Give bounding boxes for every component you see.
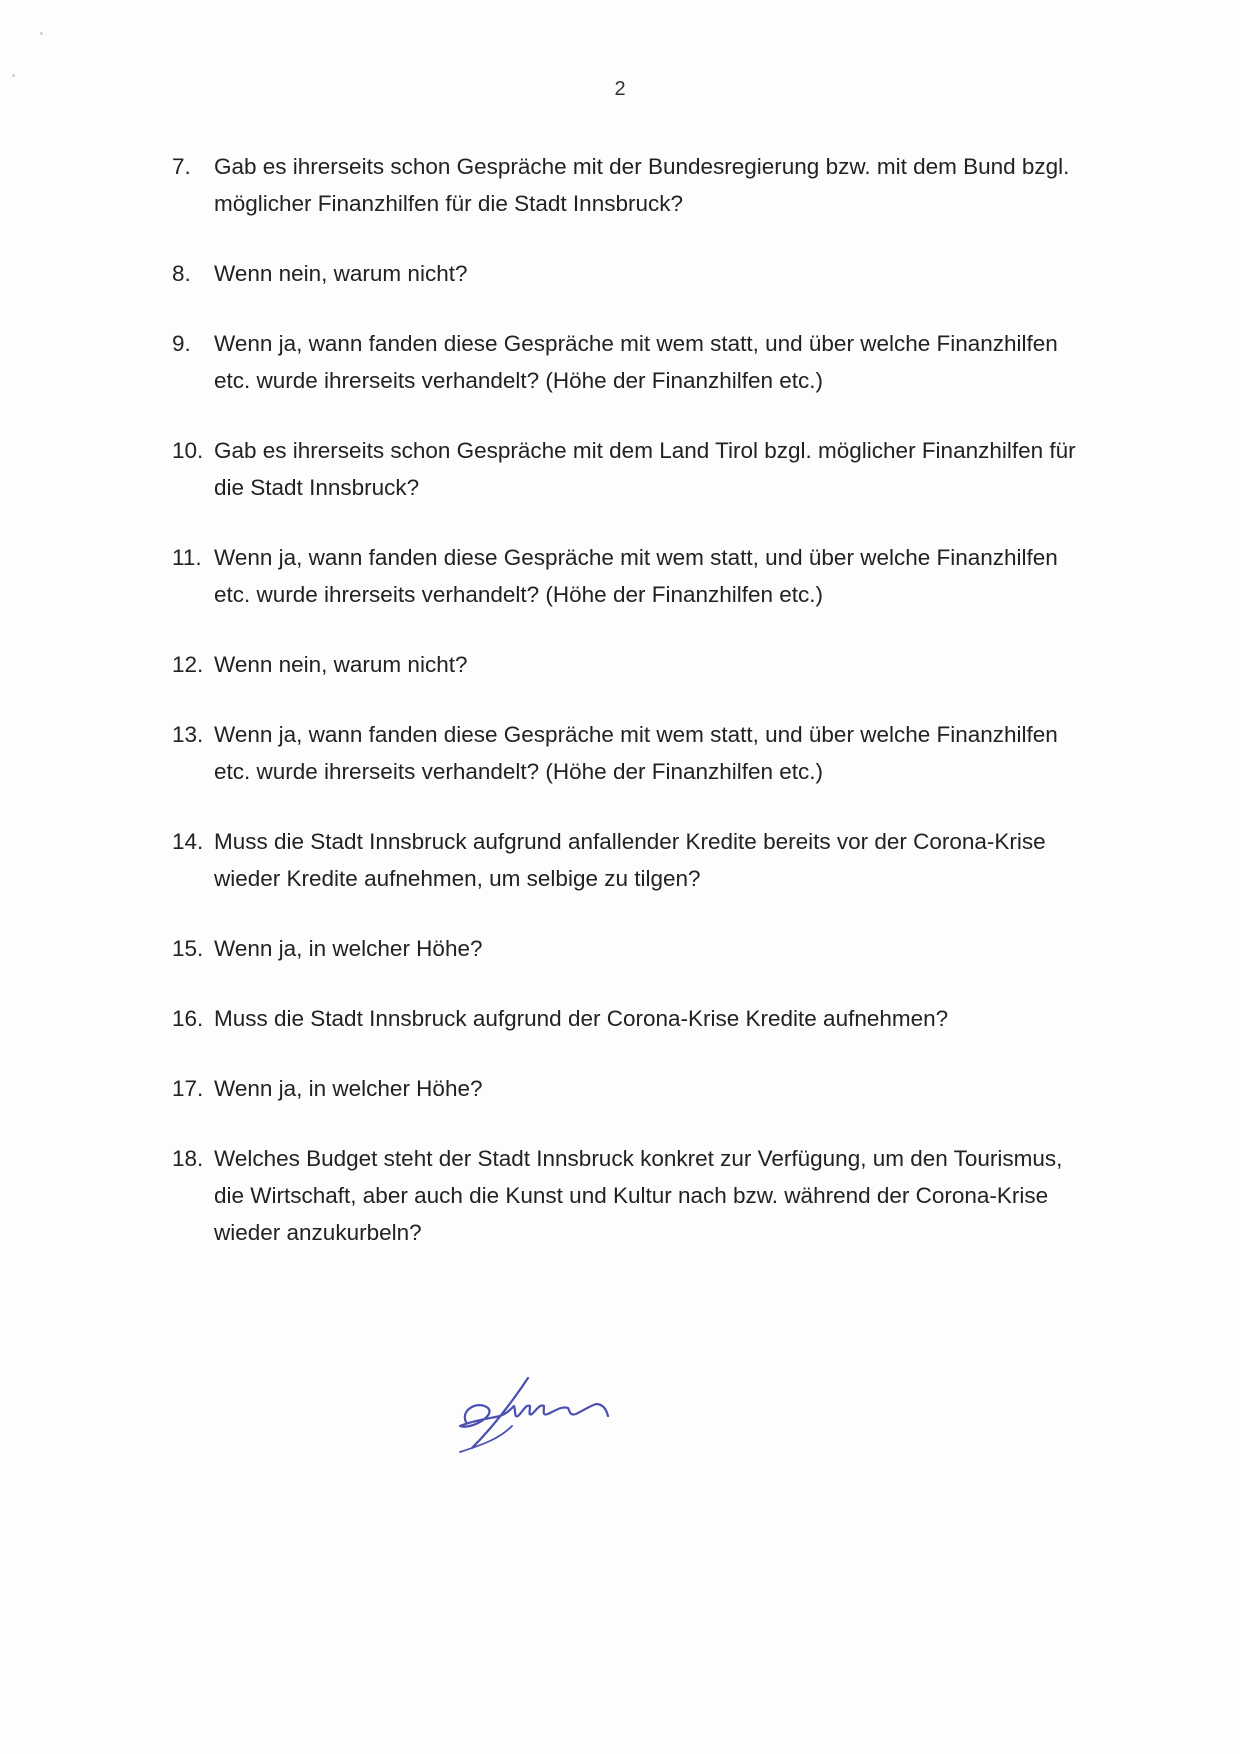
question-number: 14. (172, 829, 204, 854)
scan-speck (12, 74, 15, 77)
question-item (172, 148, 1092, 222)
question-item (172, 823, 1092, 897)
handwritten-signature (430, 1360, 650, 1470)
question-item (172, 255, 1092, 292)
question-text: Wenn ja, in welcher Höhe? (214, 1076, 483, 1101)
question-text: Welches Budget steht der Stadt Innsbruck konkret zur Verfügung, um den Tourismus, die Wirtschaft, aber auch die Kunst und Kultur nach bzw. während der Corona-Krise wieder anzukurbeln? (214, 1146, 1063, 1245)
question-number: 7. (172, 154, 191, 179)
question-text: Gab es ihrerseits schon Gespräche mit dem Land Tirol bzgl. möglicher Finanzhilfen für die Stadt Innsbruck? (214, 438, 1076, 500)
question-text: Wenn nein, warum nicht? (214, 652, 468, 677)
question-text: Gab es ihrerseits schon Gespräche mit der Bundesregierung bzw. mit dem Bund bzgl. möglicher Finanzhilfen für die Stadt Innsbruck? (214, 154, 1070, 216)
question-item (172, 646, 1092, 683)
question-item (172, 325, 1092, 399)
question-number: 11. (172, 545, 202, 570)
page-number: 2 (614, 78, 626, 100)
question-item (172, 539, 1092, 613)
question-item (172, 1140, 1092, 1251)
question-text: Wenn ja, wann fanden diese Gespräche mit wem statt, und über welche Finanzhilfen etc. wurde ihrerseits verhandelt? (Höhe der Finanzhilfen etc.) (214, 545, 1058, 607)
question-item (172, 716, 1092, 790)
question-item (172, 1070, 1092, 1107)
question-number: 18. (172, 1146, 204, 1171)
question-item (172, 930, 1092, 967)
question-item (172, 432, 1092, 506)
question-text: Muss die Stadt Innsbruck aufgrund anfallender Kredite bereits vor der Corona-Krise wieder Kredite aufnehmen, um selbige zu tilgen? (214, 829, 1046, 891)
question-number: 10. (172, 438, 204, 463)
question-number: 17. (172, 1076, 204, 1101)
question-number: 16. (172, 1006, 204, 1031)
question-text: Wenn nein, warum nicht? (214, 261, 468, 286)
question-number: 12. (172, 652, 204, 677)
question-list (172, 148, 1092, 1251)
question-number: 15. (172, 936, 204, 961)
question-number: 9. (172, 331, 191, 356)
question-number: 13. (172, 722, 204, 747)
question-text: Wenn ja, wann fanden diese Gespräche mit wem statt, und über welche Finanzhilfen etc. wurde ihrerseits verhandelt? (Höhe der Finanzhilfen etc.) (214, 722, 1058, 784)
question-text: Wenn ja, in welcher Höhe? (214, 936, 483, 961)
signature-stroke (460, 1378, 608, 1448)
signature-underline (460, 1426, 512, 1452)
question-item (172, 1000, 1092, 1037)
scan-speck (40, 32, 43, 35)
question-text: Wenn ja, wann fanden diese Gespräche mit wem statt, und über welche Finanzhilfen etc. wurde ihrerseits verhandelt? (Höhe der Finanzhilfen etc.) (214, 331, 1058, 393)
question-number: 8. (172, 261, 191, 286)
question-text: Muss die Stadt Innsbruck aufgrund der Corona-Krise Kredite aufnehmen? (214, 1006, 949, 1031)
